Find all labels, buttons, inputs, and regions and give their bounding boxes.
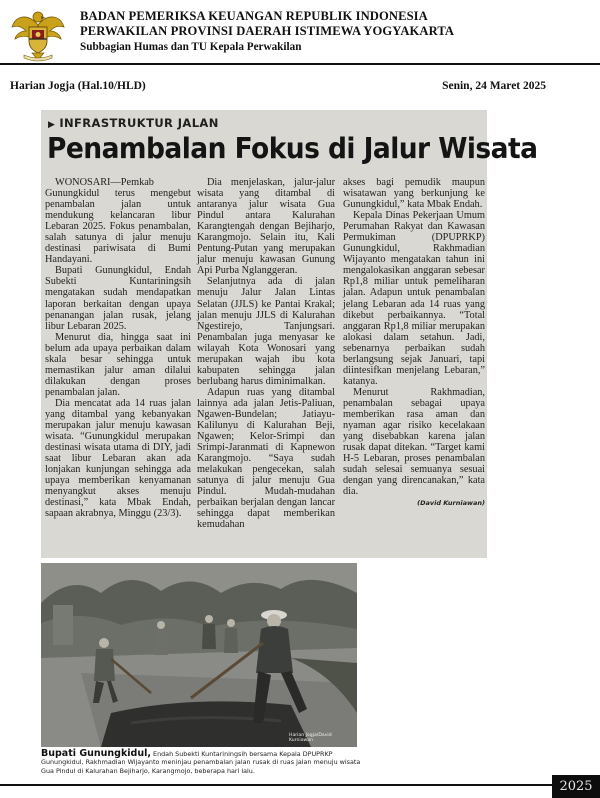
news-clipping (41, 110, 538, 558)
org-line-1: BADAN PEMERIKSA KEUANGAN REPUBLIK INDONESIA (80, 9, 428, 23)
article-column-1 (45, 177, 191, 531)
year-badge: 2025 (552, 775, 600, 798)
garuda-emblem-icon (10, 5, 66, 63)
caption-text: Endah Subekti Kuntariningsih bersama Kepala DPUPRKP Gunungkidul, Rakhmadian Wijayanto meninjau penambalan jalan rusak di ruas jalan menuju wisata Gua Pindul di Kalurahan Bejiharjo, Karangmojo, beberapa hari lalu. (41, 750, 361, 775)
paragraph: Dia mencatat ada 14 ruas jalan yang ditambal yang kebanyakan merupakan jalur menuju kawasan wisata. “Gunungkidul merupakan destinasi wisata utama di DIY, jadi saat libur Lebaran akan ada lonjakan kunjungan sehingga ada upaya memberikan kenyamanan menyangkut akses menuju destinasi,” kata Mbak Endah, sapaan akrabnya, Minggu (23/3). (45, 397, 191, 520)
paragraph: Selanjutnya ada di jalan menuju Jalur Jalan Lintas Selatan (JJLS) ke Pantai Krakal; jalan menuju JJLS di Kalurahan Ngestirejo, Tanjungsari. Penambalan juga menyasar ke wilayah Kota Wonosari yang merupakan wajah ibu kota kabupaten sehingga jalan berlubang harus diminimalkan. (197, 276, 335, 387)
paragraph: akses bagi pemudik maupun wisatawan yang berkunjung ke Gunungkidul,” kata Mbak Endah. (343, 177, 485, 211)
source-label: Harian Jogja (Hal.10/HLD) (10, 80, 146, 92)
paragraph: Bupati Gunungkidul, Endah Subekti Kuntariningsih mengatakan sudah mendapatkan laporan berkaitan dengan upaya penanangan jalan rusak, jelang libur Lebaran 2025. (45, 265, 191, 332)
news-photo (41, 563, 357, 747)
article-headline: Penambalan Fokus di Jalur Wisata (47, 132, 538, 165)
paragraph: Adapun ruas yang ditambal lainnya ada jalan Jetis-Paliuan, Ngawen-Bundelan; Jatiayu-Kalilunyu di Kalurahan Beji, Ngawen; Kelor-Srimpi dan Srimpi-Jaranmati di Kapnewon Karangmojo. “Saya sudah melakukan pengecekan, salah satunya di jalur menuju Gua Pindul. Mudah-mudahan perbaikan berjalan dengan lancar sehingga dapat memberikan kemudahan (197, 386, 335, 531)
article-body (45, 177, 485, 531)
caption-lead: Bupati Gunungkidul, (41, 748, 151, 759)
paragraph: WONOSARI—Pemkab Gunungkidul terus mengebut penambalan jalan untuk mendukung kelancaran libur Lebaran 2025. Fokus penambalan, salah satunya di jalur menuju destinasi pariwisata di Bumi Handayani. (45, 177, 191, 266)
photo-caption (41, 750, 361, 775)
paragraph: Dia menjelaskan, jalur-jalur wisata yang ditambal di antaranya jalur wisata Gua Pindul antara Kalurahan Karangtengah dengan Bejiharjo, Karangmojo. Selain itu, Kali Pentung-Putan yang merupakan jalur menuju kawasan Gunung Api Purba Nglanggeran. (197, 177, 335, 277)
article-column-3 (343, 177, 485, 531)
org-line-2: PERWAKILAN PROVINSI DAERAH ISTIMEWA YOGYAKARTA (80, 24, 455, 38)
paragraph: Kepala Dinas Pekerjaan Umum Perumahan Rakyat dan Kawasan Permukiman (DPUPRKP) Gunungkidul, Rakhmadian Wijayanto mengatakan tahun ini mengalokasikan anggaran sebesar Rp1,8 miliar untuk pemeliharan jalan. Adapun untuk penambalan jelang Lebaran ada 14 ruas yang dikebut perbaikannya. “Total anggaran Rp1,8 miliar merupakan alokasi dalam setahun. Jadi, sebenarnya perbaikan sudah berlangsung sejak Januari, tapi diintesifkan menjelang Lebaran,” katanya. (343, 210, 485, 387)
paragraph: Menurut dia, hingga saat ini belum ada upaya perbaikan dalam skala besar sehingga untuk memastikan jalur aman dilalui dilakukan dengan proses penambalan jalan. (45, 331, 191, 398)
article-kicker (48, 116, 219, 130)
header-rule (0, 63, 600, 65)
byline: (David Kurniawan) (417, 499, 485, 508)
photo-credit: Harian Jogja/David Kurniawan (289, 733, 332, 743)
organization-name (80, 9, 454, 56)
paragraph: Menurut Rakhmadian, penambalan sebagai upaya memberikan rasa aman dan nyaman agar risiko kecelakaan yang disebabkan karena jalan rusak dapat ditekan. “Target kami H-5 Lebaran, proses penambalan sudah selesai semuanya sesuai dengan yang direncanakan,” kata dia. (343, 386, 485, 498)
org-line-3: Subbagian Humas dan TU Kepala Perwakilan (80, 41, 302, 53)
date-label: Senin, 24 Maret 2025 (442, 80, 546, 92)
play-arrow-icon: ▶ (48, 120, 56, 130)
kicker-text: INFRASTRUKTUR JALAN (59, 116, 219, 130)
article-column-2 (197, 177, 335, 531)
footer-rule (0, 784, 552, 786)
